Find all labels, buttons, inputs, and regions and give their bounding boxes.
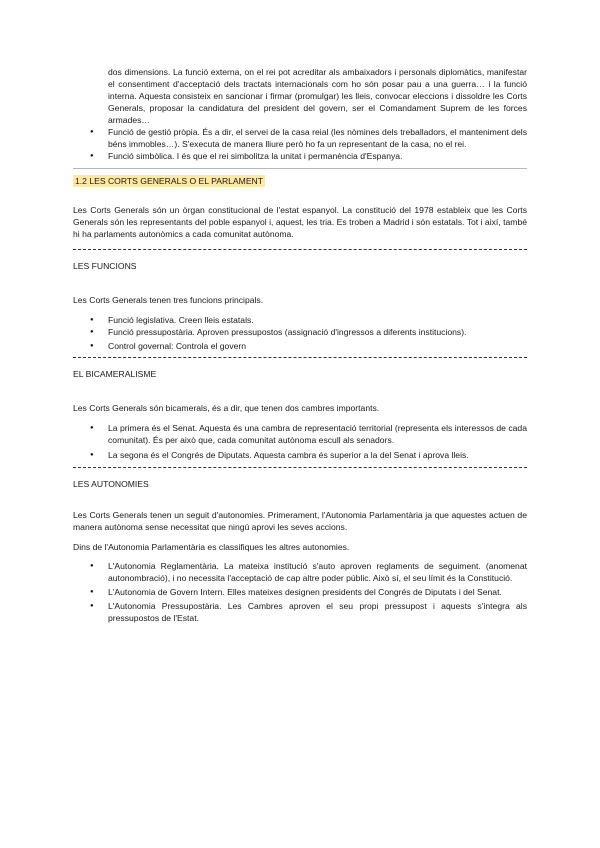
dashed-divider xyxy=(73,249,527,250)
list-item: ● Funció pressupostària. Aproven pressupostos (assignació d'ingressos a diferents institucions). xyxy=(73,326,527,338)
autonomies-paragraph: Les Corts Generals tenen un seguit d'autonomies. Primerament, l'Autonomia Parlamentària ja que aquestes actuen de manera autònoma sense necessitat que ningú aprovi les seves accions. xyxy=(73,510,527,532)
list-item: ● La primera és el Senat. Aquesta és una cambra de representació territorial (representa els interessos de cada comunitat). És per això que, cada comunitat autònoma escull als senadors. xyxy=(73,422,527,446)
bicameralisme-heading: EL BICAMERALISME xyxy=(73,369,157,379)
bicameralisme-bullet-list xyxy=(73,422,527,461)
list-item: ● Funció de gestió pròpia. És a dir, el servei de la casa reial (les nòmines dels treballadors, el manteniment dels béns immobles…). S'executa de manera lliure però ho fa un representant de la casa, no el rei. xyxy=(73,126,527,150)
intro-bullet-list xyxy=(73,126,527,162)
autonomies-heading: LES AUTONOMIES xyxy=(73,479,149,489)
list-item: ● Funció legislativa. Creen lleis estatals. xyxy=(73,314,527,326)
section-paragraph: Les Corts Generals són un òrgan constitucional de l'estat espanyol. La constitució del 1978 estableix que les Corts Generals són les representants del poble espanyol i, aquest, les tria. Es troben a Madrid i són estatals. Tot i així, també hi ha parlaments autonòmics a cada comunitat autònoma. xyxy=(73,205,527,239)
list-item: ● Control governal: Controla el govern xyxy=(73,340,527,352)
funcions-heading: LES FUNCIONS xyxy=(73,261,137,271)
list-item: ● L'Autonomia de Govern Intern. Elles mateixes designen presidents del Congrés de Diputats i del Senat. xyxy=(73,586,527,598)
dashed-divider xyxy=(73,357,527,358)
funcions-paragraph: Les Corts Generals tenen tres funcions principals. xyxy=(73,295,264,305)
section-divider xyxy=(73,168,527,169)
document-page xyxy=(73,66,527,624)
dashed-divider xyxy=(73,467,527,468)
autonomies-bullet-list xyxy=(73,560,527,624)
list-item: ● Funció simbòlica. I és que el rei simbolitza la unitat i permanència d'Espanya. xyxy=(73,150,527,162)
list-item: ● L'Autonomia Pressupostària. Les Cambres aproven el seu propi pressupost i aquests s'integra als pressupostos de l'Estat. xyxy=(73,600,527,624)
section-heading-wrap xyxy=(73,175,527,187)
list-item: ● La segona és el Congrés de Diputats. Aquesta cambra és superior a la del Senat i aprova lleis. xyxy=(73,449,527,461)
autonomies-paragraph-2: Dins de l'Autonomia Parlamentària es classifiques les altres autonomies. xyxy=(73,542,350,552)
intro-continuation: dos dimensions. La funció externa, on el rei pot acreditar als ambaixadors i personals diplomàtics, manifestar el consentiment d'acceptació dels tractats internacionals com ho són posar pau a una guerra… i la funció interna. Aquesta consisteix en sancionar i firmar (promulgar) les lleis, convocar eleccions i dissoldre les Corts Generals, proposar la candidatura del president del govern, ser el Comandament Suprem de les forces armades… xyxy=(108,67,527,125)
section-heading: 1.2 LES CORTS GENERALS O EL PARLAMENT xyxy=(75,176,264,186)
list-item: ● L'Autonomia Reglamentària. La mateixa institució s'auto aproven reglaments de seguiment. (anomenat autonombració), i no necessita l'acceptació de cap altre poder públic. Això sí, el seu límit és la Constitució. xyxy=(73,560,527,584)
funcions-bullet-list xyxy=(73,314,527,352)
bicameralisme-paragraph: Les Corts Generals són bicamerals, és a dir, que tenen dos cambres importants. xyxy=(73,403,380,413)
